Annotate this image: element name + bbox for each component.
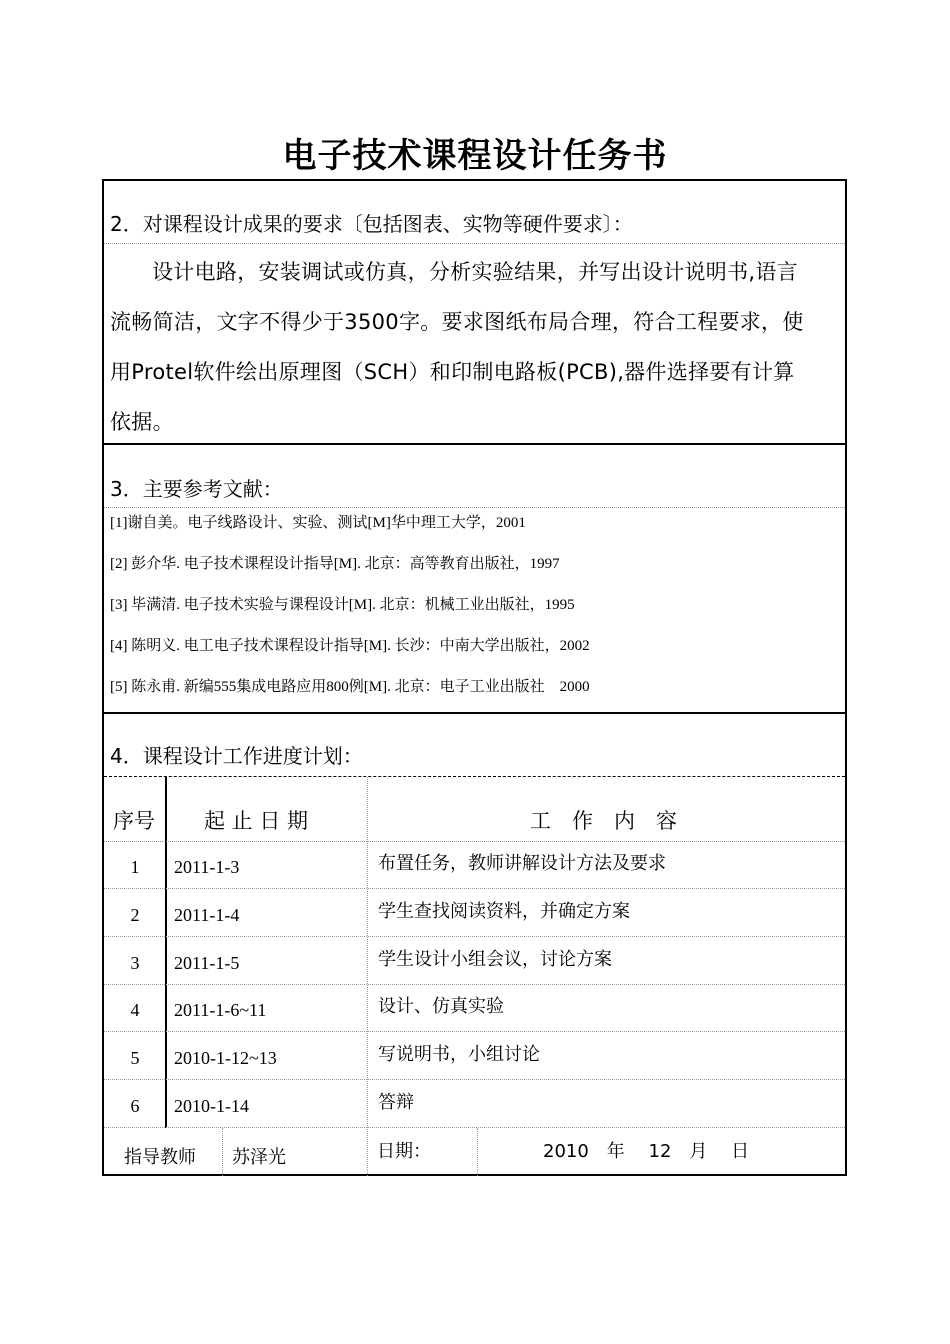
date-value: 2010 年 12 月 日 <box>543 1141 750 1162</box>
divider <box>104 507 845 508</box>
document-title: 电子技术课程设计任务书 <box>282 136 668 176</box>
schedule-row-num: 1 <box>130 857 140 877</box>
reference-item: [1]谢自美。电子线路设计、实验、测试[M]华中理工大学，2001 <box>110 515 526 531</box>
row-divider <box>104 1079 845 1080</box>
divider <box>104 243 845 244</box>
schedule-row-task: 布置任务，教师讲解设计方法及要求 <box>378 853 666 874</box>
section2-line: 用Protel软件绘出原理图（SCH）和印制电路板(PCB),器件选择要有计算 <box>110 360 795 384</box>
section2-line: 依据。 <box>110 410 174 434</box>
schedule-row-date: 2010-1-12~13 <box>174 1048 277 1068</box>
schedule-row-task: 答辩 <box>378 1092 414 1113</box>
advisor-label: 指导教师 <box>124 1147 196 1168</box>
schedule-row-date: 2011-1-6~11 <box>174 1000 267 1020</box>
schedule-row-task: 写说明书，小组讨论 <box>378 1044 540 1065</box>
schedule-row-num: 6 <box>130 1096 140 1116</box>
row-divider <box>104 1127 845 1128</box>
schedule-row-date: 2010-1-14 <box>174 1096 249 1116</box>
reference-item: [5] 陈永甫. 新编555集成电路应用800例[M]. 北京：电子工业出版社 2000 <box>110 679 590 695</box>
schedule-row-task: 学生查找阅读资料，并确定方案 <box>378 901 630 922</box>
schedule-row-num: 4 <box>130 1000 140 1020</box>
section-divider <box>104 443 845 445</box>
schedule-row-date: 2011-1-3 <box>174 857 240 877</box>
schedule-row-num: 5 <box>130 1048 140 1068</box>
schedule-header-num: 序号 <box>113 809 155 833</box>
schedule-row-task: 设计、仿真实验 <box>378 996 504 1017</box>
section2-line: 流畅简洁，文字不得少于3500字。要求图纸布局合理，符合工程要求，使 <box>110 310 804 334</box>
schedule-header-date: 起 止 日 期 <box>204 809 309 833</box>
section2-paragraph <box>110 247 840 447</box>
reference-item: [4] 陈明义. 电工电子技术课程设计指导[M]. 长沙：中南大学出版社，2002 <box>110 638 590 654</box>
schedule-top-border <box>104 776 845 777</box>
row-divider <box>104 1031 845 1032</box>
column-divider <box>477 1128 478 1176</box>
reference-item: [3] 毕满清. 电子技术实验与课程设计[M]. 北京：机械工业出版社，1995 <box>110 597 575 613</box>
column-divider <box>222 1128 223 1176</box>
column-divider <box>367 777 368 1176</box>
schedule-row-date: 2011-1-4 <box>174 905 240 925</box>
row-divider <box>104 936 845 937</box>
row-divider <box>104 888 845 889</box>
row-divider <box>104 984 845 985</box>
section2-line: 设计电路，安装调试或仿真，分析实验结果，并写出设计说明书,语言 <box>152 260 798 284</box>
schedule-row-task: 学生设计小组会议，讨论方案 <box>378 949 612 970</box>
section4-heading: 4．课程设计工作进度计划： <box>110 744 363 768</box>
row-divider <box>104 841 845 842</box>
schedule-row-date: 2011-1-5 <box>174 953 240 973</box>
advisor-name: 苏泽光 <box>232 1147 286 1168</box>
date-label: 日期： <box>377 1141 431 1162</box>
reference-item: [2] 彭介华. 电子技术课程设计指导[M]. 北京：高等教育出版社，1997 <box>110 556 560 572</box>
schedule-row-num: 2 <box>130 905 140 925</box>
schedule-row-num: 3 <box>130 953 140 973</box>
schedule-header-task: 工 作 内 容 <box>530 809 677 833</box>
section-divider <box>104 712 845 714</box>
section3-heading: 3．主要参考文献： <box>110 477 283 501</box>
section2-heading: 2．对课程设计成果的要求〔包括图表、实物等硬件要求〕： <box>110 212 633 236</box>
